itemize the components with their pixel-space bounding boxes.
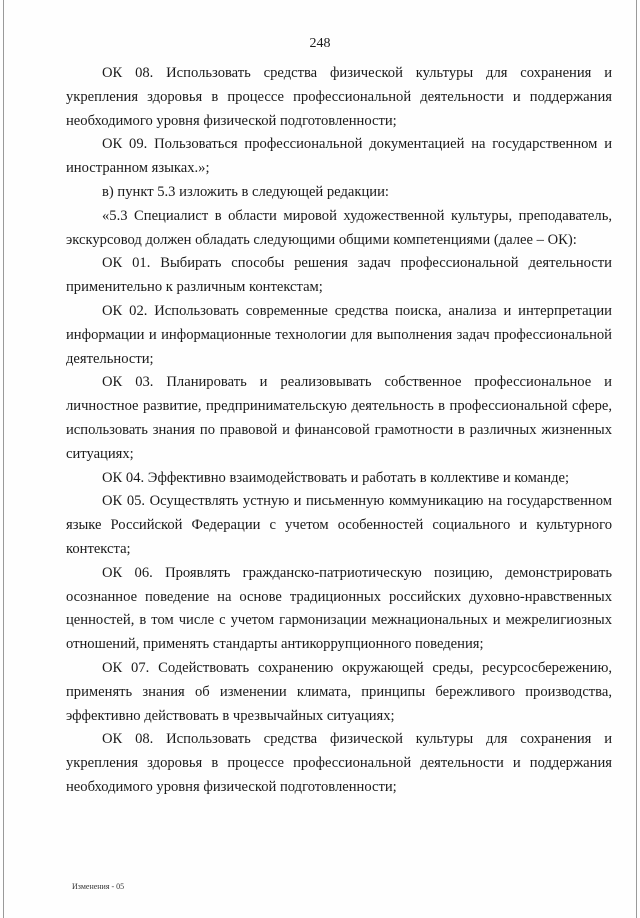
paragraph-5-3: «5.3 Специалист в области мировой художественной культуры, преподаватель, экскурсовод должен обладать следующими общими компетенциями (далее – ОК): (66, 207, 612, 248)
paragraph-ok04: ОК 04. Эффективно взаимодействовать и работать в коллективе и команде; (102, 469, 570, 486)
paragraph-ok08-first: ОК 08. Использовать средства физической культуры для сохранения и укрепления здоровья в процессе профессиональной деятельности и поддержания необходимого уровня физической подготовленности; (66, 65, 612, 129)
scan-edge-left (3, 0, 4, 918)
paragraph-ok02: ОК 02. Использовать современные средства поиска, анализа и интерпретации информации и информационные технологии для выполнения задач профессиональной деятельности; (66, 302, 612, 367)
paragraph-item-v: в) пункт 5.3 изложить в следующей редакции: (102, 183, 389, 200)
paragraph-ok03: ОК 03. Планировать и реализовывать собственное профессиональное и личностное развитие, предпринимательскую деятельность в профессиональной сфере, использовать знания по правовой и финансовой грамотности в различных жизненных ситуациях; (66, 374, 612, 462)
paragraph-ok07: ОК 07. Содействовать сохранению окружающей среды, ресурсосбережению, применять знания об изменении климата, принципы бережливого производства, эффективно действовать в чрезвычайных ситуациях; (66, 659, 612, 724)
paragraph-ok01: ОК 01. Выбирать способы решения задач профессиональной деятельности применительно к различным контекстам; (66, 255, 612, 296)
paragraph-ok06: ОК 06. Проявлять гражданско-патриотическую позицию, демонстрировать осознанное поведение на основе традиционных российских духовно-нравственных ценностей, в том числе с учетом гармонизации межнациональных и межрелигиозных отношений, применять стандарты антикоррупционного поведения; (66, 564, 612, 653)
document-body (66, 62, 612, 800)
footer-revision-note: Изменения - 05 (72, 882, 125, 891)
page-number: 248 (309, 36, 331, 51)
paragraph-ok08-second: ОК 08. Использовать средства физической культуры для сохранения и укрепления здоровья в процессе профессиональной деятельности и поддержания необходимого уровня физической подготовленности; (66, 731, 612, 795)
paragraph-ok05: ОК 05. Осуществлять устную и письменную коммуникацию на государственном языке Российской Федерации с учетом особенностей социального и культурного контекста; (66, 493, 612, 557)
paragraph-ok09: ОК 09. Пользоваться профессиональной документацией на государственном и иностранном языках.»; (66, 136, 612, 177)
scan-edge-right (636, 0, 637, 918)
